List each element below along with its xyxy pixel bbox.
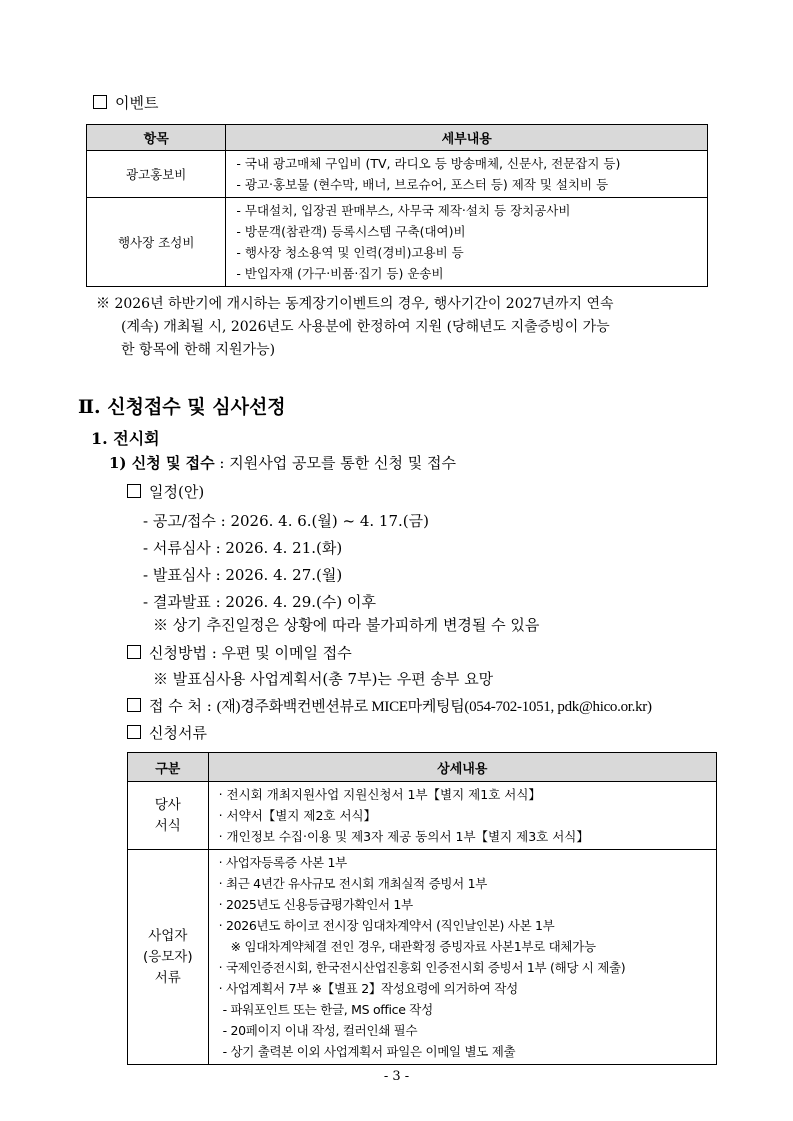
docs-heading: 신청서류 <box>127 722 207 743</box>
detail-line: ‧ 전시회 개최지원사업 지원신청서 1부【별지 제1호 서식】 <box>218 787 541 802</box>
detail-line: ‧ 서약서【별지 제2호 서식】 <box>218 808 377 823</box>
event-note: ※ 2026년 하반기에 개시하는 동계장기이벤트의 경우, 행사기간이 2027년까지 연속 (계속) 개최될 시, 2026년도 사용분에 한정하여 지원 (당해년도 지출증빙이 가능 한 항목에 한해 지원가능) <box>96 296 614 358</box>
table-header: 세부내용 <box>226 125 708 151</box>
table-cell-item: 행사장 조성비 <box>87 198 226 287</box>
checkbox-square-icon <box>127 645 141 659</box>
table-row <box>128 782 717 850</box>
checkbox-square-icon <box>127 725 141 739</box>
detail-line: ‧ 2026년도 하이코 전시장 임대차계약서 (직인날인본) 사본 1부 <box>218 918 555 933</box>
section-title: Ⅱ. 신청접수 및 심사선정 <box>78 396 286 418</box>
subsection-title: 1. 전시회 <box>91 429 160 448</box>
checkbox-square-icon <box>127 698 141 712</box>
table-row <box>87 198 708 287</box>
table-header: 항목 <box>87 125 226 151</box>
detail-line: - 국내 광고매체 구입비 (TV, 라디오 등 방송매체, 신문사, 전문잡지 등) <box>236 156 621 171</box>
page-number: - 3 - <box>383 1069 410 1084</box>
table-cell-category: 당사 서식 <box>128 782 209 850</box>
table-header: 구분 <box>128 753 209 782</box>
event-table <box>86 124 708 287</box>
list-item: - 결과발표 : 2026. 4. 29.(수) 이후 <box>143 593 376 611</box>
method-note: ※ 발표심사용 사업계획서(총 7부)는 우편 송부 요망 <box>153 670 494 688</box>
docs-table <box>127 752 717 1065</box>
detail-line: ‧ 국제인증전시회, 한국전시산업진흥회 인증전시회 증빙서 1부 (해당 시 제출) <box>218 960 626 975</box>
detail-line: ‧ 개인정보 수집‧이용 및 제3자 제공 동의서 1부【별지 제3호 서식】 <box>218 829 589 844</box>
table-row <box>87 151 708 198</box>
detail-line: - 20페이지 이내 작성, 컬러인쇄 필수 <box>222 1023 418 1038</box>
detail-line: - 광고‧홍보물 (현수막, 배너, 브로슈어, 포스터 등) 제작 및 설치비 등 <box>236 177 609 192</box>
table-cell-category: 사업자 (응모자) 서류 <box>128 850 209 1065</box>
checkbox-square-icon <box>127 484 141 498</box>
detail-line: ‧ 사업자등록증 사본 1부 <box>218 855 347 870</box>
detail-line: - 행사장 청소용역 및 인력(경비)고용비 등 <box>236 245 464 260</box>
detail-line: - 방문객(참관객) 등록시스템 구축(대여)비 <box>236 224 466 239</box>
event-heading: 이벤트 <box>93 92 158 113</box>
method-line: 신청방법 : 우편 및 이메일 접수 <box>127 642 352 663</box>
list-item: - 발표심사 : 2026. 4. 27.(월) <box>143 566 343 584</box>
schedule-list <box>143 508 429 616</box>
list-item: - 공고/접수 : 2026. 4. 6.(월) ~ 4. 17.(금) <box>143 512 429 530</box>
table-row <box>128 850 717 1065</box>
detail-line: - 무대설치, 입장권 판매부스, 사무국 제작‧설치 등 장치공사비 <box>236 203 571 218</box>
detail-line: ‧ 최근 4년간 유사규모 전시회 개최실적 증빙서 1부 <box>218 876 488 891</box>
list-item: - 서류심사 : 2026. 4. 21.(화) <box>143 539 343 557</box>
table-cell-item: 광고홍보비 <box>87 151 226 198</box>
schedule-heading: 일정(안) <box>127 481 204 502</box>
subsection-1-1: 1) 신청 및 접수 : 지원사업 공모를 통한 신청 및 접수 <box>109 454 456 472</box>
detail-line: - 반입자재 (가구‧비품‧집기 등) 운송비 <box>236 266 444 281</box>
detail-line: - 상기 출력본 이외 사업계획서 파일은 이메일 별도 제출 <box>222 1044 516 1059</box>
contact-line: 접 수 처 : (재)경주화백컨벤션뷰로 MICE마케팅팀(054-702-1051, pdk@hico.or.kr) <box>127 695 652 716</box>
checkbox-square-icon <box>93 95 107 109</box>
detail-line: - 파워포인트 또는 한글, MS office 작성 <box>222 1002 433 1017</box>
detail-line: ‧ 2025년도 신용등급평가확인서 1부 <box>218 897 413 912</box>
detail-line: ※ 임대차계약체결 전인 경우, 대관확정 증빙자료 사본1부로 대체가능 <box>230 939 596 954</box>
detail-line: ‧ 사업계획서 7부 ※【별표 2】작성요령에 의거하여 작성 <box>218 981 518 996</box>
table-header: 상세내용 <box>208 753 716 782</box>
schedule-note: ※ 상기 추진일정은 상황에 따라 불가피하게 변경될 수 있음 <box>153 616 540 634</box>
